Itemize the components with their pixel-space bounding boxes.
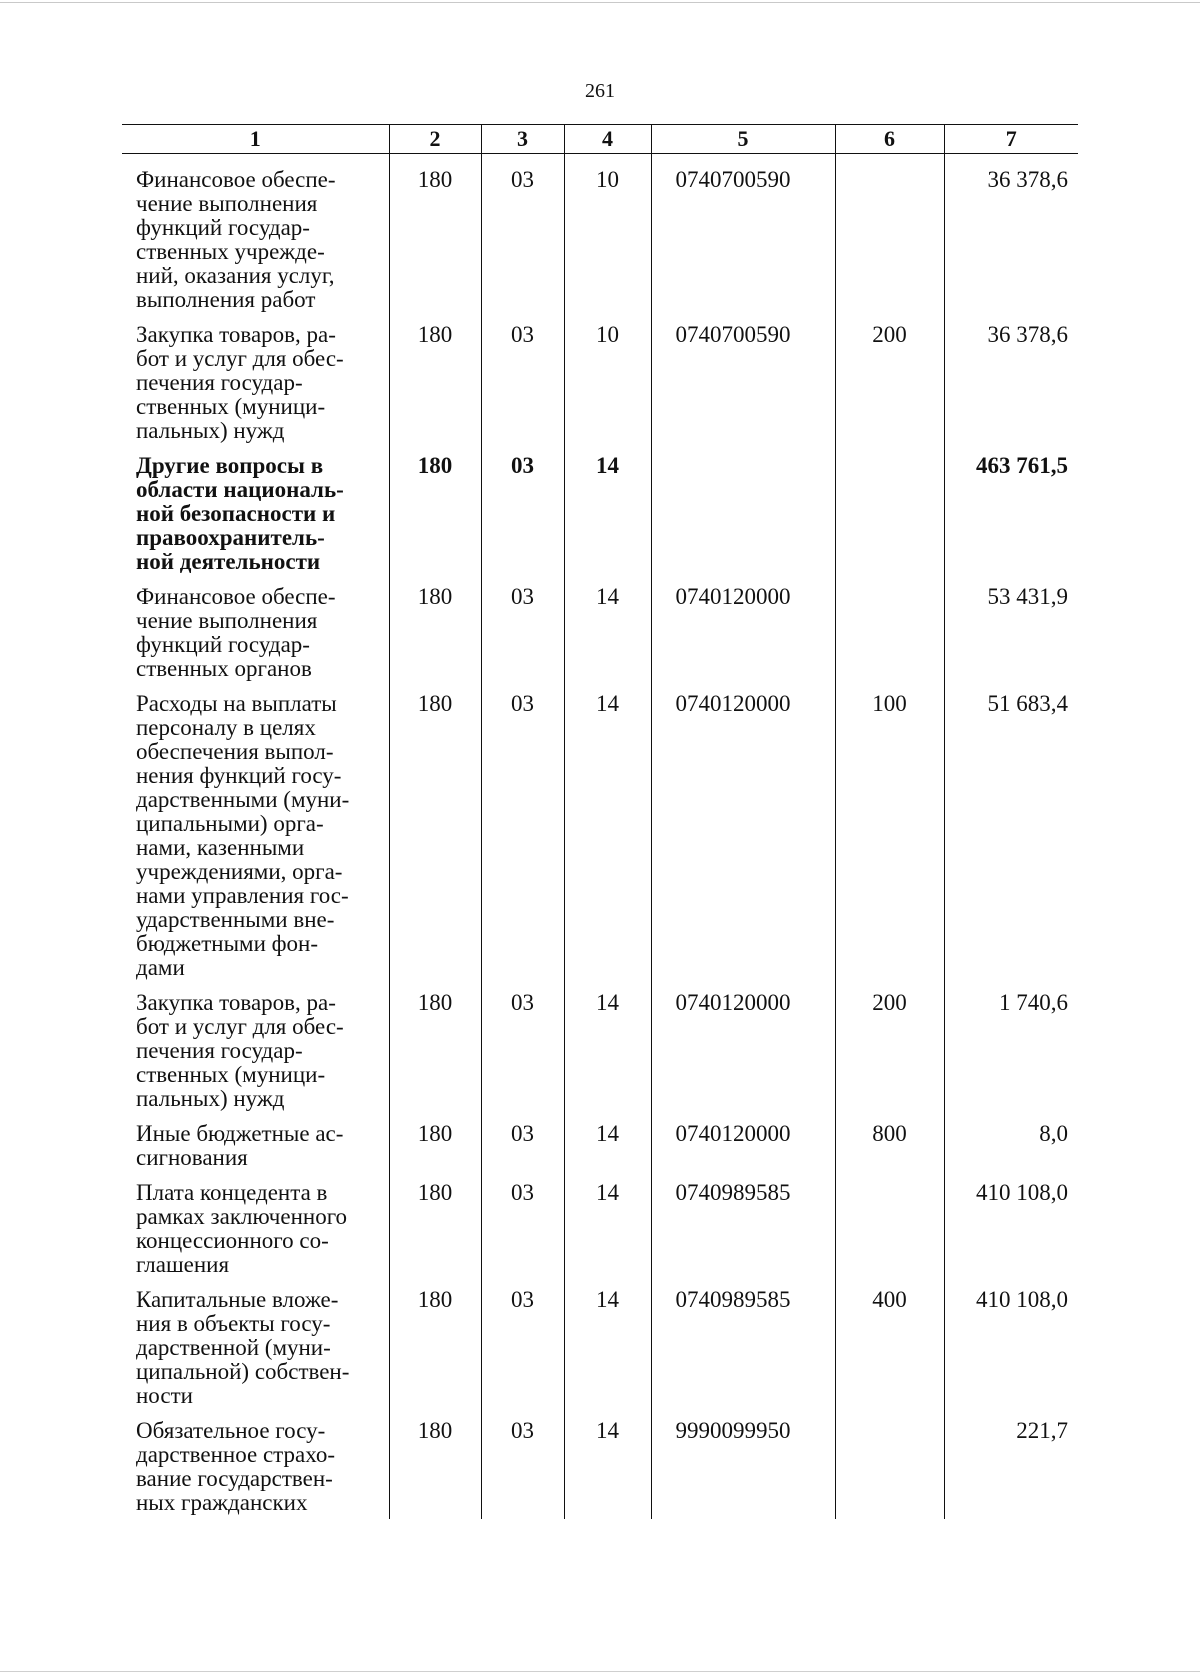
table-row — [122, 323, 1078, 454]
row-name-line: печения государ- — [136, 1038, 303, 1063]
row-subsection: 14 — [564, 1419, 651, 1519]
row-name-line: чение выполнения — [136, 608, 318, 633]
row-name-line: дарственными (муни- — [136, 787, 350, 812]
row-subsection: 14 — [564, 1122, 651, 1181]
row-subsection: 14 — [564, 585, 651, 692]
row-amount: 36 378,6 — [944, 323, 1078, 454]
row-amount: 8,0 — [944, 1122, 1078, 1181]
row-name-line: рамках заключенного — [136, 1204, 348, 1229]
row-amount: 463 761,5 — [944, 454, 1078, 585]
header-col-1: 1 — [122, 125, 389, 154]
row-name-line: ударственными вне- — [136, 907, 335, 932]
row-name-line: ственных (муници- — [136, 394, 326, 419]
header-col-7: 7 — [944, 125, 1078, 154]
row-name-line: ной деятельности — [136, 549, 321, 574]
row-name-line: нами управления гос- — [136, 883, 349, 908]
row-name-line: сигнования — [136, 1145, 248, 1170]
header-col-4: 4 — [564, 125, 651, 154]
row-chapter: 180 — [389, 154, 481, 324]
page-number: 261 — [585, 80, 615, 102]
row-amount: 221,7 — [944, 1419, 1078, 1519]
row-name-line: области националь- — [136, 477, 344, 502]
table-row — [122, 585, 1078, 692]
row-amount: 410 108,0 — [944, 1181, 1078, 1288]
row-name-line: ния в объекты госу- — [136, 1311, 331, 1336]
row-chapter: 180 — [389, 692, 481, 991]
row-target-article: 0740120000 — [651, 1122, 835, 1181]
row-name-line: вание государствен- — [136, 1466, 333, 1491]
row-name-line: выполнения работ — [136, 287, 316, 312]
row-name — [122, 1288, 389, 1419]
row-amount: 51 683,4 — [944, 692, 1078, 991]
header-col-5: 5 — [651, 125, 835, 154]
row-name-line: ной безопасности и — [136, 501, 336, 526]
row-amount: 1 740,6 — [944, 991, 1078, 1122]
row-name — [122, 1122, 389, 1181]
row-chapter: 180 — [389, 1419, 481, 1519]
row-target-article: 0740989585 — [651, 1288, 835, 1419]
row-expense-type — [835, 1419, 944, 1519]
row-name-line: функций государ- — [136, 215, 310, 240]
row-chapter: 180 — [389, 1181, 481, 1288]
row-expense-type: 200 — [835, 323, 944, 454]
row-name-line: Закупка товаров, ра- — [136, 990, 336, 1015]
row-section: 03 — [481, 1288, 564, 1419]
bottom-scan-border — [0, 1671, 1200, 1672]
row-name-line: Финансовое обеспе- — [136, 167, 336, 192]
row-subsection: 14 — [564, 454, 651, 585]
table-row — [122, 1122, 1078, 1181]
header-col-3: 3 — [481, 125, 564, 154]
row-name-line: ственных органов — [136, 656, 312, 681]
row-section: 03 — [481, 454, 564, 585]
row-chapter: 180 — [389, 1122, 481, 1181]
row-subsection: 14 — [564, 991, 651, 1122]
row-target-article — [651, 454, 835, 585]
row-expense-type: 100 — [835, 692, 944, 991]
table-row — [122, 154, 1078, 324]
row-expense-type: 200 — [835, 991, 944, 1122]
row-name-line: печения государ- — [136, 370, 303, 395]
row-name-line: нами, казенными — [136, 835, 305, 860]
row-chapter: 180 — [389, 991, 481, 1122]
row-target-article: 9990099950 — [651, 1419, 835, 1519]
row-name — [122, 1181, 389, 1288]
row-name-line: Другие вопросы в — [136, 453, 324, 478]
table-row — [122, 1288, 1078, 1419]
table-row — [122, 1181, 1078, 1288]
row-name-line: функций государ- — [136, 632, 310, 657]
row-target-article: 0740989585 — [651, 1181, 835, 1288]
row-name — [122, 454, 389, 585]
row-section: 03 — [481, 585, 564, 692]
row-name-line: ципальными) орга- — [136, 811, 324, 836]
header-col-6: 6 — [835, 125, 944, 154]
row-name — [122, 323, 389, 454]
row-section: 03 — [481, 692, 564, 991]
row-name-line: пальных) нужд — [136, 1086, 285, 1111]
row-expense-type: 800 — [835, 1122, 944, 1181]
row-expense-type — [835, 454, 944, 585]
row-name — [122, 154, 389, 324]
budget-table — [122, 124, 1078, 1519]
row-expense-type — [835, 585, 944, 692]
row-section: 03 — [481, 1122, 564, 1181]
row-name — [122, 991, 389, 1122]
row-target-article: 0740120000 — [651, 692, 835, 991]
table-body — [122, 154, 1078, 1520]
row-name-line: дарственное страхо- — [136, 1442, 335, 1467]
row-subsection: 14 — [564, 692, 651, 991]
row-name-line: учреждениями, орга- — [136, 859, 343, 884]
top-scan-border — [0, 2, 1200, 3]
row-name-line: бот и услуг для обес- — [136, 1014, 344, 1039]
row-name-line: концессионного со- — [136, 1228, 329, 1253]
row-amount: 53 431,9 — [944, 585, 1078, 692]
table-row — [122, 692, 1078, 991]
row-name-line: чение выполнения — [136, 191, 318, 216]
row-subsection: 14 — [564, 1181, 651, 1288]
row-section: 03 — [481, 323, 564, 454]
row-name-line: ний, оказания услуг, — [136, 263, 335, 288]
row-name-line: Плата концедента в — [136, 1180, 328, 1205]
table-row — [122, 991, 1078, 1122]
row-name-line: правоохранитель- — [136, 525, 325, 550]
row-name-line: глашения — [136, 1252, 230, 1277]
row-name-line: дарственной (муни- — [136, 1335, 331, 1360]
row-name-line: Закупка товаров, ра- — [136, 322, 336, 347]
row-section: 03 — [481, 991, 564, 1122]
row-chapter: 180 — [389, 1288, 481, 1419]
row-name-line: ственных учрежде- — [136, 239, 325, 264]
row-chapter: 180 — [389, 585, 481, 692]
row-name-line: ственных (муници- — [136, 1062, 326, 1087]
row-name-line: бюджетными фон- — [136, 931, 319, 956]
row-chapter: 180 — [389, 323, 481, 454]
row-section: 03 — [481, 1181, 564, 1288]
row-name-line: Капитальные вложе- — [136, 1287, 339, 1312]
row-section: 03 — [481, 1419, 564, 1519]
row-expense-type — [835, 1181, 944, 1288]
table-row — [122, 1419, 1078, 1519]
row-name-line: Обязательное госу- — [136, 1418, 326, 1443]
row-expense-type — [835, 154, 944, 324]
row-target-article: 0740120000 — [651, 991, 835, 1122]
row-name — [122, 585, 389, 692]
row-subsection: 10 — [564, 323, 651, 454]
row-name-line: ных гражданских — [136, 1490, 308, 1515]
row-amount: 36 378,6 — [944, 154, 1078, 324]
row-name-line: нения функций госу- — [136, 763, 342, 788]
header-row — [122, 125, 1078, 154]
row-name-line: ности — [136, 1383, 193, 1408]
row-name-line: дами — [136, 955, 185, 980]
row-target-article: 0740120000 — [651, 585, 835, 692]
row-target-article: 0740700590 — [651, 323, 835, 454]
row-section: 03 — [481, 154, 564, 324]
row-name-line: Расходы на выплаты — [136, 691, 337, 716]
row-name-line: бот и услуг для обес- — [136, 346, 344, 371]
row-name — [122, 692, 389, 991]
row-target-article: 0740700590 — [651, 154, 835, 324]
row-expense-type: 400 — [835, 1288, 944, 1419]
row-amount: 410 108,0 — [944, 1288, 1078, 1419]
row-name-line: обеспечения выпол- — [136, 739, 334, 764]
row-chapter: 180 — [389, 454, 481, 585]
table-row — [122, 454, 1078, 585]
row-name-line: ципальной) собствен- — [136, 1359, 350, 1384]
row-name-line: Иные бюджетные ас- — [136, 1121, 344, 1146]
row-name-line: Финансовое обеспе- — [136, 584, 336, 609]
row-name — [122, 1419, 389, 1519]
row-subsection: 10 — [564, 154, 651, 324]
row-subsection: 14 — [564, 1288, 651, 1419]
header-col-2: 2 — [389, 125, 481, 154]
row-name-line: персоналу в целях — [136, 715, 316, 740]
row-name-line: пальных) нужд — [136, 418, 285, 443]
